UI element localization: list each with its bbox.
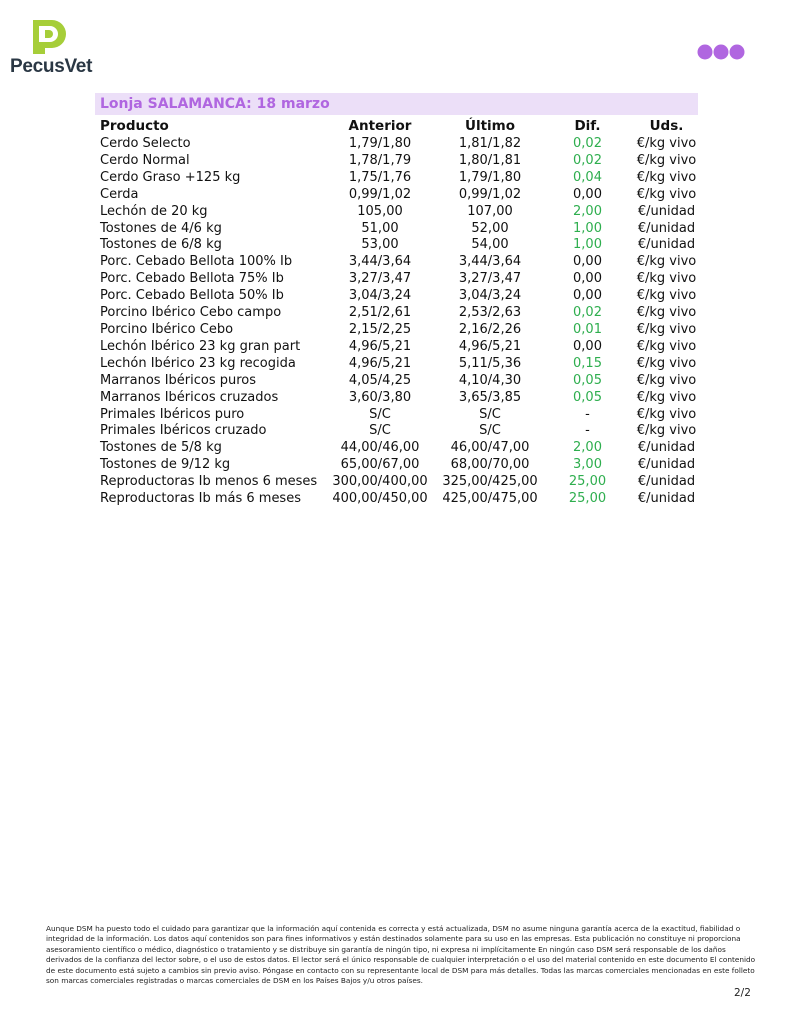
cell-uds: €/kg vivo xyxy=(636,389,697,405)
cell-producto: Porcino Ibérico Cebo campo xyxy=(100,305,282,321)
cell-anterior: 1,79/1,80 xyxy=(348,136,412,151)
cell-ultimo: 3,65/3,85 xyxy=(458,389,522,405)
cell-producto: Porc. Cebado Bellota 100% Ib xyxy=(100,254,293,270)
table-row xyxy=(95,221,698,238)
cell-anterior: 0,99/1,02 xyxy=(348,186,412,202)
pecusvet-logo-icon xyxy=(29,18,67,56)
cell-uds: €/kg vivo xyxy=(636,186,697,202)
table-row xyxy=(95,407,698,424)
cell-dif: 1,00 xyxy=(573,237,602,253)
cell-producto: Cerdo Normal xyxy=(100,152,190,168)
cell-dif: 0,01 xyxy=(573,321,602,337)
cell-uds: €/kg vivo xyxy=(636,423,697,439)
cell-ultimo: 1,79/1,80 xyxy=(458,169,522,185)
table-row xyxy=(95,356,698,373)
cell-ultimo: 4,10/4,30 xyxy=(458,372,522,388)
table-row xyxy=(95,322,698,339)
cell-anterior: 3,04/3,24 xyxy=(348,288,412,304)
cell-ultimo: 3,27/3,47 xyxy=(458,271,522,287)
cell-anterior: 44,00/46,00 xyxy=(340,440,420,456)
cell-uds: €/kg vivo xyxy=(636,169,697,185)
table-row xyxy=(95,237,698,254)
cell-ultimo: 3,44/3,64 xyxy=(458,254,522,270)
cell-uds: €/unidad xyxy=(637,220,696,236)
cell-anterior: 3,27/3,47 xyxy=(348,271,412,287)
cell-ultimo: 0,99/1,02 xyxy=(458,186,522,202)
cell-dif: - xyxy=(585,423,590,439)
table-row xyxy=(95,373,698,390)
table-row xyxy=(95,187,698,204)
cell-dif: 1,00 xyxy=(573,220,602,236)
table-row xyxy=(95,204,698,221)
cell-ultimo: 2,16/2,26 xyxy=(458,321,522,337)
cell-ultimo: S/C xyxy=(479,406,501,422)
cell-producto: Porc. Cebado Bellota 50% Ib xyxy=(100,288,284,304)
cell-ultimo: 46,00/47,00 xyxy=(450,440,530,456)
cell-producto: Marranos Ibéricos cruzados xyxy=(100,389,279,405)
header-anterior: Anterior xyxy=(348,118,412,134)
header-dif: Dif. xyxy=(574,118,601,134)
cell-dif: 0,02 xyxy=(573,305,602,321)
cell-anterior: 105,00 xyxy=(357,203,403,219)
cell-ultimo: 425,00/475,00 xyxy=(442,491,538,507)
cell-uds: €/unidad xyxy=(637,491,696,507)
cell-dif: 0,05 xyxy=(573,372,602,388)
cell-uds: €/kg vivo xyxy=(636,152,697,168)
table-row xyxy=(95,339,698,356)
cell-producto: Lechón Ibérico 23 kg gran part xyxy=(100,338,301,354)
cell-anterior: 2,51/2,61 xyxy=(348,305,412,321)
cell-ultimo: 68,00/70,00 xyxy=(450,457,530,473)
cell-uds: €/unidad xyxy=(637,203,696,219)
cell-uds: €/unidad xyxy=(637,474,696,490)
cell-producto: Tostones de 4/6 kg xyxy=(100,220,222,236)
table-row xyxy=(95,305,698,322)
cell-dif: 2,00 xyxy=(573,203,602,219)
table-row xyxy=(95,423,698,440)
cell-dif: 3,00 xyxy=(573,457,602,473)
table-row xyxy=(95,254,698,271)
cell-uds: €/kg vivo xyxy=(636,338,697,354)
cell-uds: €/unidad xyxy=(637,457,696,473)
table-row xyxy=(95,271,698,288)
cell-dif: 0,05 xyxy=(573,389,602,405)
cell-anterior: 65,00/67,00 xyxy=(340,457,420,473)
header-ultimo: Último xyxy=(464,118,515,134)
table-row xyxy=(95,440,698,457)
cell-dif: 0,00 xyxy=(573,338,602,354)
cell-uds: €/unidad xyxy=(637,440,696,456)
cell-producto: Reproductoras Ib menos 6 meses xyxy=(100,474,318,490)
page-number: 2/2 xyxy=(734,987,751,999)
cell-producto: Cerdo Graso +125 kg xyxy=(100,169,241,185)
cell-producto: Primales Ibéricos puro xyxy=(100,406,245,422)
cell-producto: Tostones de 6/8 kg xyxy=(100,237,222,253)
cell-dif: - xyxy=(585,406,590,422)
header-producto: Producto xyxy=(100,118,169,134)
cell-ultimo: 1,81/1,82 xyxy=(458,136,522,151)
cell-uds: €/unidad xyxy=(637,237,696,253)
cell-uds: €/kg vivo xyxy=(636,406,697,422)
cell-producto: Porc. Cebado Bellota 75% Ib xyxy=(100,271,284,287)
table-row xyxy=(95,474,698,491)
table-row xyxy=(95,491,698,508)
cell-uds: €/kg vivo xyxy=(636,305,697,321)
cell-uds: €/kg vivo xyxy=(636,372,697,388)
header-uds: Uds. xyxy=(649,118,684,134)
table-row xyxy=(95,136,698,153)
cell-ultimo: 325,00/425,00 xyxy=(442,474,538,490)
cell-anterior: 1,75/1,76 xyxy=(348,169,412,185)
cell-anterior: 4,96/5,21 xyxy=(348,355,412,371)
table-row xyxy=(95,153,698,170)
table-header-row xyxy=(95,117,698,136)
table-row xyxy=(95,390,698,407)
cell-anterior: 300,00/400,00 xyxy=(332,474,428,490)
cell-producto: Reproductoras Ib más 6 meses xyxy=(100,491,301,507)
cell-dif: 25,00 xyxy=(568,491,607,507)
cell-producto: Cerdo Selecto xyxy=(100,136,191,151)
cell-dif: 0,04 xyxy=(573,169,602,185)
cell-anterior: S/C xyxy=(369,406,391,422)
cell-anterior: 4,96/5,21 xyxy=(348,338,412,354)
legal-disclaimer: Aunque DSM ha puesto todo el cuidado para garantizar que la información aquí contenida es correcta y está actualizada, DSM no asume ninguna garantía acerca de la exactitud, fiabilidad o integridad de la información. Los datos aquí contenidos son para fines informativos y están destinados solamente para su uso en las empresas. Esta publicación no constituye ni proporciona asesoramiento científico o médico, diagnóstico o tratamiento y se distribuye sin garantía de ningún tipo, ni expresa ni implícitamente En ningún caso DSM será responsable de los daños derivados de la confianza del lector sobre, o el uso de estos datos. El lector será el único responsable de cualquier interpretación o el uso del material contenido en este documento El contenido de este documento está sujeto a cambios sin previo aviso. Póngase en contacto con su representante local de DSM para más detalles. Todas las marcas comerciales mencionadas en este folleto son marcas comerciales registradas o marcas comerciales de DSM en los Países Bajos y/u otros países. xyxy=(46,924,756,986)
cell-ultimo: 5,11/5,36 xyxy=(458,355,522,371)
price-table xyxy=(95,117,698,508)
cell-dif: 25,00 xyxy=(568,474,607,490)
cell-dif: 0,02 xyxy=(573,136,602,151)
cell-producto: Tostones de 9/12 kg xyxy=(100,457,231,473)
decorative-dots-icon xyxy=(697,42,747,62)
cell-ultimo: 1,80/1,81 xyxy=(458,152,522,168)
cell-dif: 0,00 xyxy=(573,186,602,202)
cell-dif: 2,00 xyxy=(573,440,602,456)
cell-uds: €/kg vivo xyxy=(636,254,697,270)
cell-uds: €/kg vivo xyxy=(636,321,697,337)
cell-anterior: 4,05/4,25 xyxy=(348,372,412,388)
cell-anterior: S/C xyxy=(369,423,391,439)
cell-dif: 0,02 xyxy=(573,152,602,168)
cell-producto: Marranos Ibéricos puros xyxy=(100,372,257,388)
market-title: Lonja SALAMANCA: 18 marzo xyxy=(95,93,698,115)
logo-wordmark: PecusVet xyxy=(10,56,93,77)
cell-uds: €/kg vivo xyxy=(636,271,697,287)
cell-ultimo: 54,00 xyxy=(471,237,509,253)
cell-ultimo: 2,53/2,63 xyxy=(458,305,522,321)
cell-anterior: 1,78/1,79 xyxy=(348,152,412,168)
cell-producto: Lechón Ibérico 23 kg recogida xyxy=(100,355,296,371)
cell-anterior: 3,44/3,64 xyxy=(348,254,412,270)
cell-anterior: 53,00 xyxy=(361,237,399,253)
cell-ultimo: 107,00 xyxy=(467,203,513,219)
cell-producto: Porcino Ibérico Cebo xyxy=(100,321,234,337)
cell-producto: Cerda xyxy=(100,186,139,202)
cell-producto: Primales Ibéricos cruzado xyxy=(100,423,267,439)
cell-ultimo: 3,04/3,24 xyxy=(458,288,522,304)
cell-anterior: 400,00/450,00 xyxy=(332,491,428,507)
table-row xyxy=(95,288,698,305)
cell-uds: €/kg vivo xyxy=(636,136,697,151)
cell-ultimo: S/C xyxy=(479,423,501,439)
cell-producto: Tostones de 5/8 kg xyxy=(100,440,222,456)
cell-uds: €/kg vivo xyxy=(636,288,697,304)
table-row xyxy=(95,170,698,187)
cell-ultimo: 52,00 xyxy=(471,220,509,236)
cell-dif: 0,00 xyxy=(573,271,602,287)
cell-dif: 0,00 xyxy=(573,288,602,304)
cell-dif: 0,15 xyxy=(573,355,602,371)
table-row xyxy=(95,457,698,474)
cell-anterior: 2,15/2,25 xyxy=(348,321,412,337)
cell-dif: 0,00 xyxy=(573,254,602,270)
cell-anterior: 51,00 xyxy=(361,220,399,236)
cell-ultimo: 4,96/5,21 xyxy=(458,338,522,354)
cell-uds: €/kg vivo xyxy=(636,355,697,371)
cell-anterior: 3,60/3,80 xyxy=(348,389,412,405)
cell-producto: Lechón de 20 kg xyxy=(100,203,208,219)
pecusvet-logo xyxy=(10,18,93,80)
